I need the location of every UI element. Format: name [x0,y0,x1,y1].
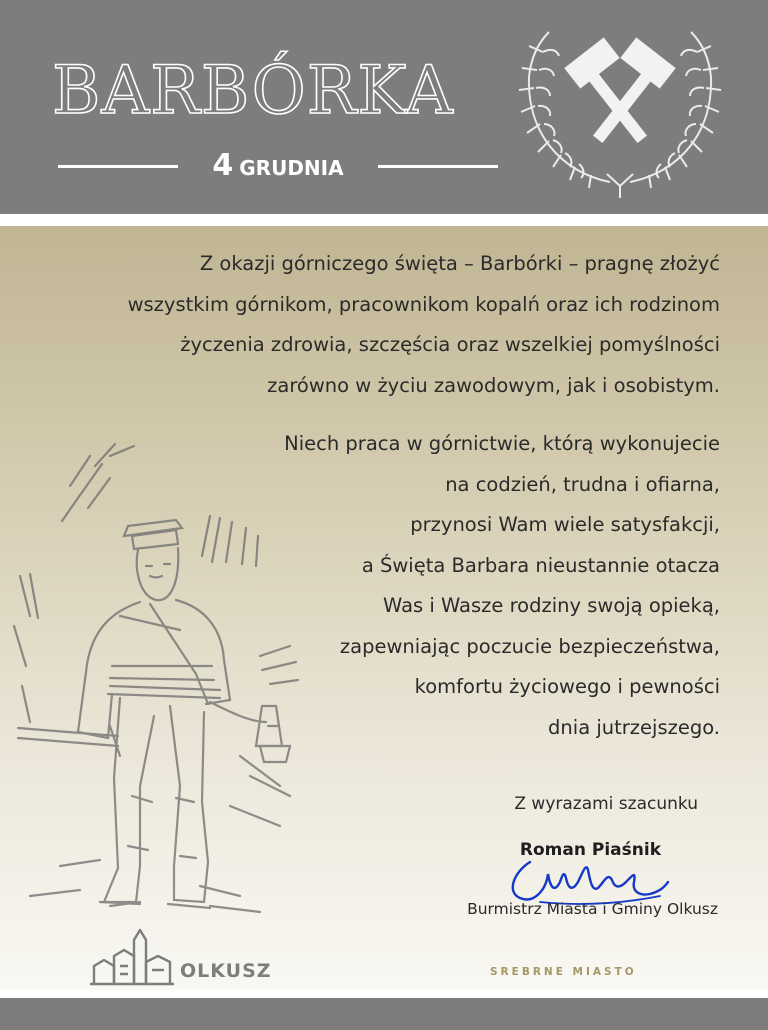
text-line: zarówno w życiu zawodowym, jak i osobistym. [267,373,720,397]
text-line: na codzień, trudna i ofiarna, [445,472,720,496]
text-line: a Święta Barbara nieustannie otacza [361,553,720,577]
date-row [58,146,498,186]
town-slogan: SREBRNE MIASTO [490,966,637,978]
greeting-panel [0,226,768,990]
header-separator [0,214,768,226]
text-line: Z okazji górniczego święta – Barbórki – pragnę złożyć [199,252,720,275]
footer-bar [0,998,768,1030]
header-banner [0,0,768,214]
date-month: GRUDNIA [239,156,344,180]
town-logo-text: OLKUSZ [180,960,272,982]
date-divider-right [378,165,498,168]
text-line: zapewniając poczucie bezpieczeństwa, [339,634,720,658]
text-line: komfortu życiowego i pewności [414,675,720,698]
signer-role: Burmistrz Miasta i Gminy Olkusz [467,900,718,918]
text-line: Was i Wasze rodziny swoją opieką, [383,594,720,617]
hammer-and-pick-wreath-icon [515,22,725,202]
greeting-paragraph-2 [284,424,720,748]
text-line: życzenia zdrowia, szczęścia oraz wszelkiej pomyślności [180,333,720,356]
closing-phrase: Z wyrazami szacunku [514,794,698,814]
text-line: Niech praca w górnictwie, którą wykonujecie [284,432,720,455]
signer-name: Roman Piaśnik [519,840,661,860]
footer-separator [0,990,768,998]
text-line: dnia jutrzejszego. [548,715,720,739]
date-label [178,148,378,183]
date-day: 4 [212,148,234,183]
text-line: przynosi Wam wiele satysfakcji, [410,513,720,536]
town-skyline-icon [90,926,174,986]
page-title: BARBÓRKA [52,52,454,129]
text-line: wszystkim górnikom, pracownikom kopalń oraz ich rodzinom [127,292,720,316]
greeting-paragraph-1 [128,244,720,406]
date-divider-left [58,165,178,168]
